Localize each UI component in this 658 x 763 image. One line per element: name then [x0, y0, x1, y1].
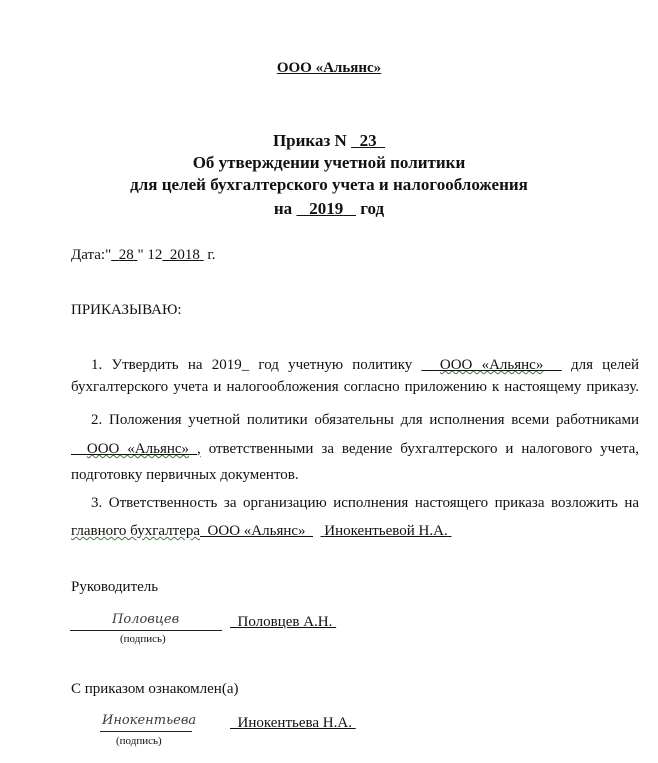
item-3-line1: 3. Ответственность за организацию исполнения настоящего приказа возложить на: [91, 495, 639, 511]
ack-title: С приказом ознакомлен(а): [71, 681, 239, 697]
ack-signature-caption: (подпись): [116, 735, 162, 747]
item-2-line2: ООО «Альянс» , ответственными за ведение бухгалтерского и налогового учета,: [86, 441, 639, 457]
order-title-line2: Об утверждении учетной политики: [192, 153, 466, 172]
ack-signature-line: [100, 731, 192, 732]
item-2-line3: подготовку первичных документов.: [71, 467, 299, 483]
date-suffix: г.: [207, 247, 216, 263]
date-line: Дата:" 28 " 12 2018 г.: [71, 247, 216, 263]
item-3-line2: главного бухгалтера ООО «Альянс» Инокентьевой Н.А.: [71, 523, 448, 539]
ack-name: Инокентьева Н.А.: [237, 715, 352, 731]
item-2-line1: 2. Положения учетной политики обязательны для исполнения всеми работниками: [91, 412, 639, 428]
head-signature-caption: (подпись): [120, 633, 166, 645]
order-prefix: Приказ N: [272, 131, 347, 150]
company-name: ООО «Альянс»: [276, 60, 382, 76]
company-header: [0, 60, 658, 77]
item-3-person: Инокентьевой Н.А.: [324, 523, 448, 539]
head-name-block: [230, 614, 336, 631]
order-number-line: [0, 131, 658, 151]
order-god: год: [360, 199, 385, 218]
date-day: 28: [118, 247, 134, 263]
head-title: Руководитель: [71, 579, 159, 595]
item-1-line1: 1. Утвердить на 2019_ год учетную политику ООО «Альянс» для целей: [91, 357, 640, 373]
date-label: Дата:": [71, 247, 112, 263]
head-name: Половцев А.Н.: [237, 614, 333, 630]
item-3-company: ООО «Альянс»: [207, 523, 306, 539]
ack-name-block: [230, 715, 356, 732]
order-title-line3: для целей бухгалтерского учета и налогообложения: [130, 175, 528, 194]
item-1-line2: бухгалтерского учета и налогообложения согласно приложению к настоящему приказу.: [71, 379, 639, 395]
command-word: ПРИКАЗЫВАЮ:: [71, 302, 182, 318]
head-signature-line: [70, 630, 222, 631]
date-month: 12: [147, 247, 163, 263]
head-signature: Половцев: [112, 612, 180, 627]
order-year: 2019: [309, 199, 344, 218]
date-year: 2018: [169, 247, 200, 263]
ack-signature: Инокентьева: [102, 713, 197, 728]
order-year-line: [0, 199, 658, 219]
item-2-company: ООО «Альянс»: [86, 441, 190, 457]
order-number: 23: [359, 131, 377, 150]
item-1-company: ООО «Альянс»: [439, 357, 544, 373]
order-na: на: [273, 199, 293, 218]
